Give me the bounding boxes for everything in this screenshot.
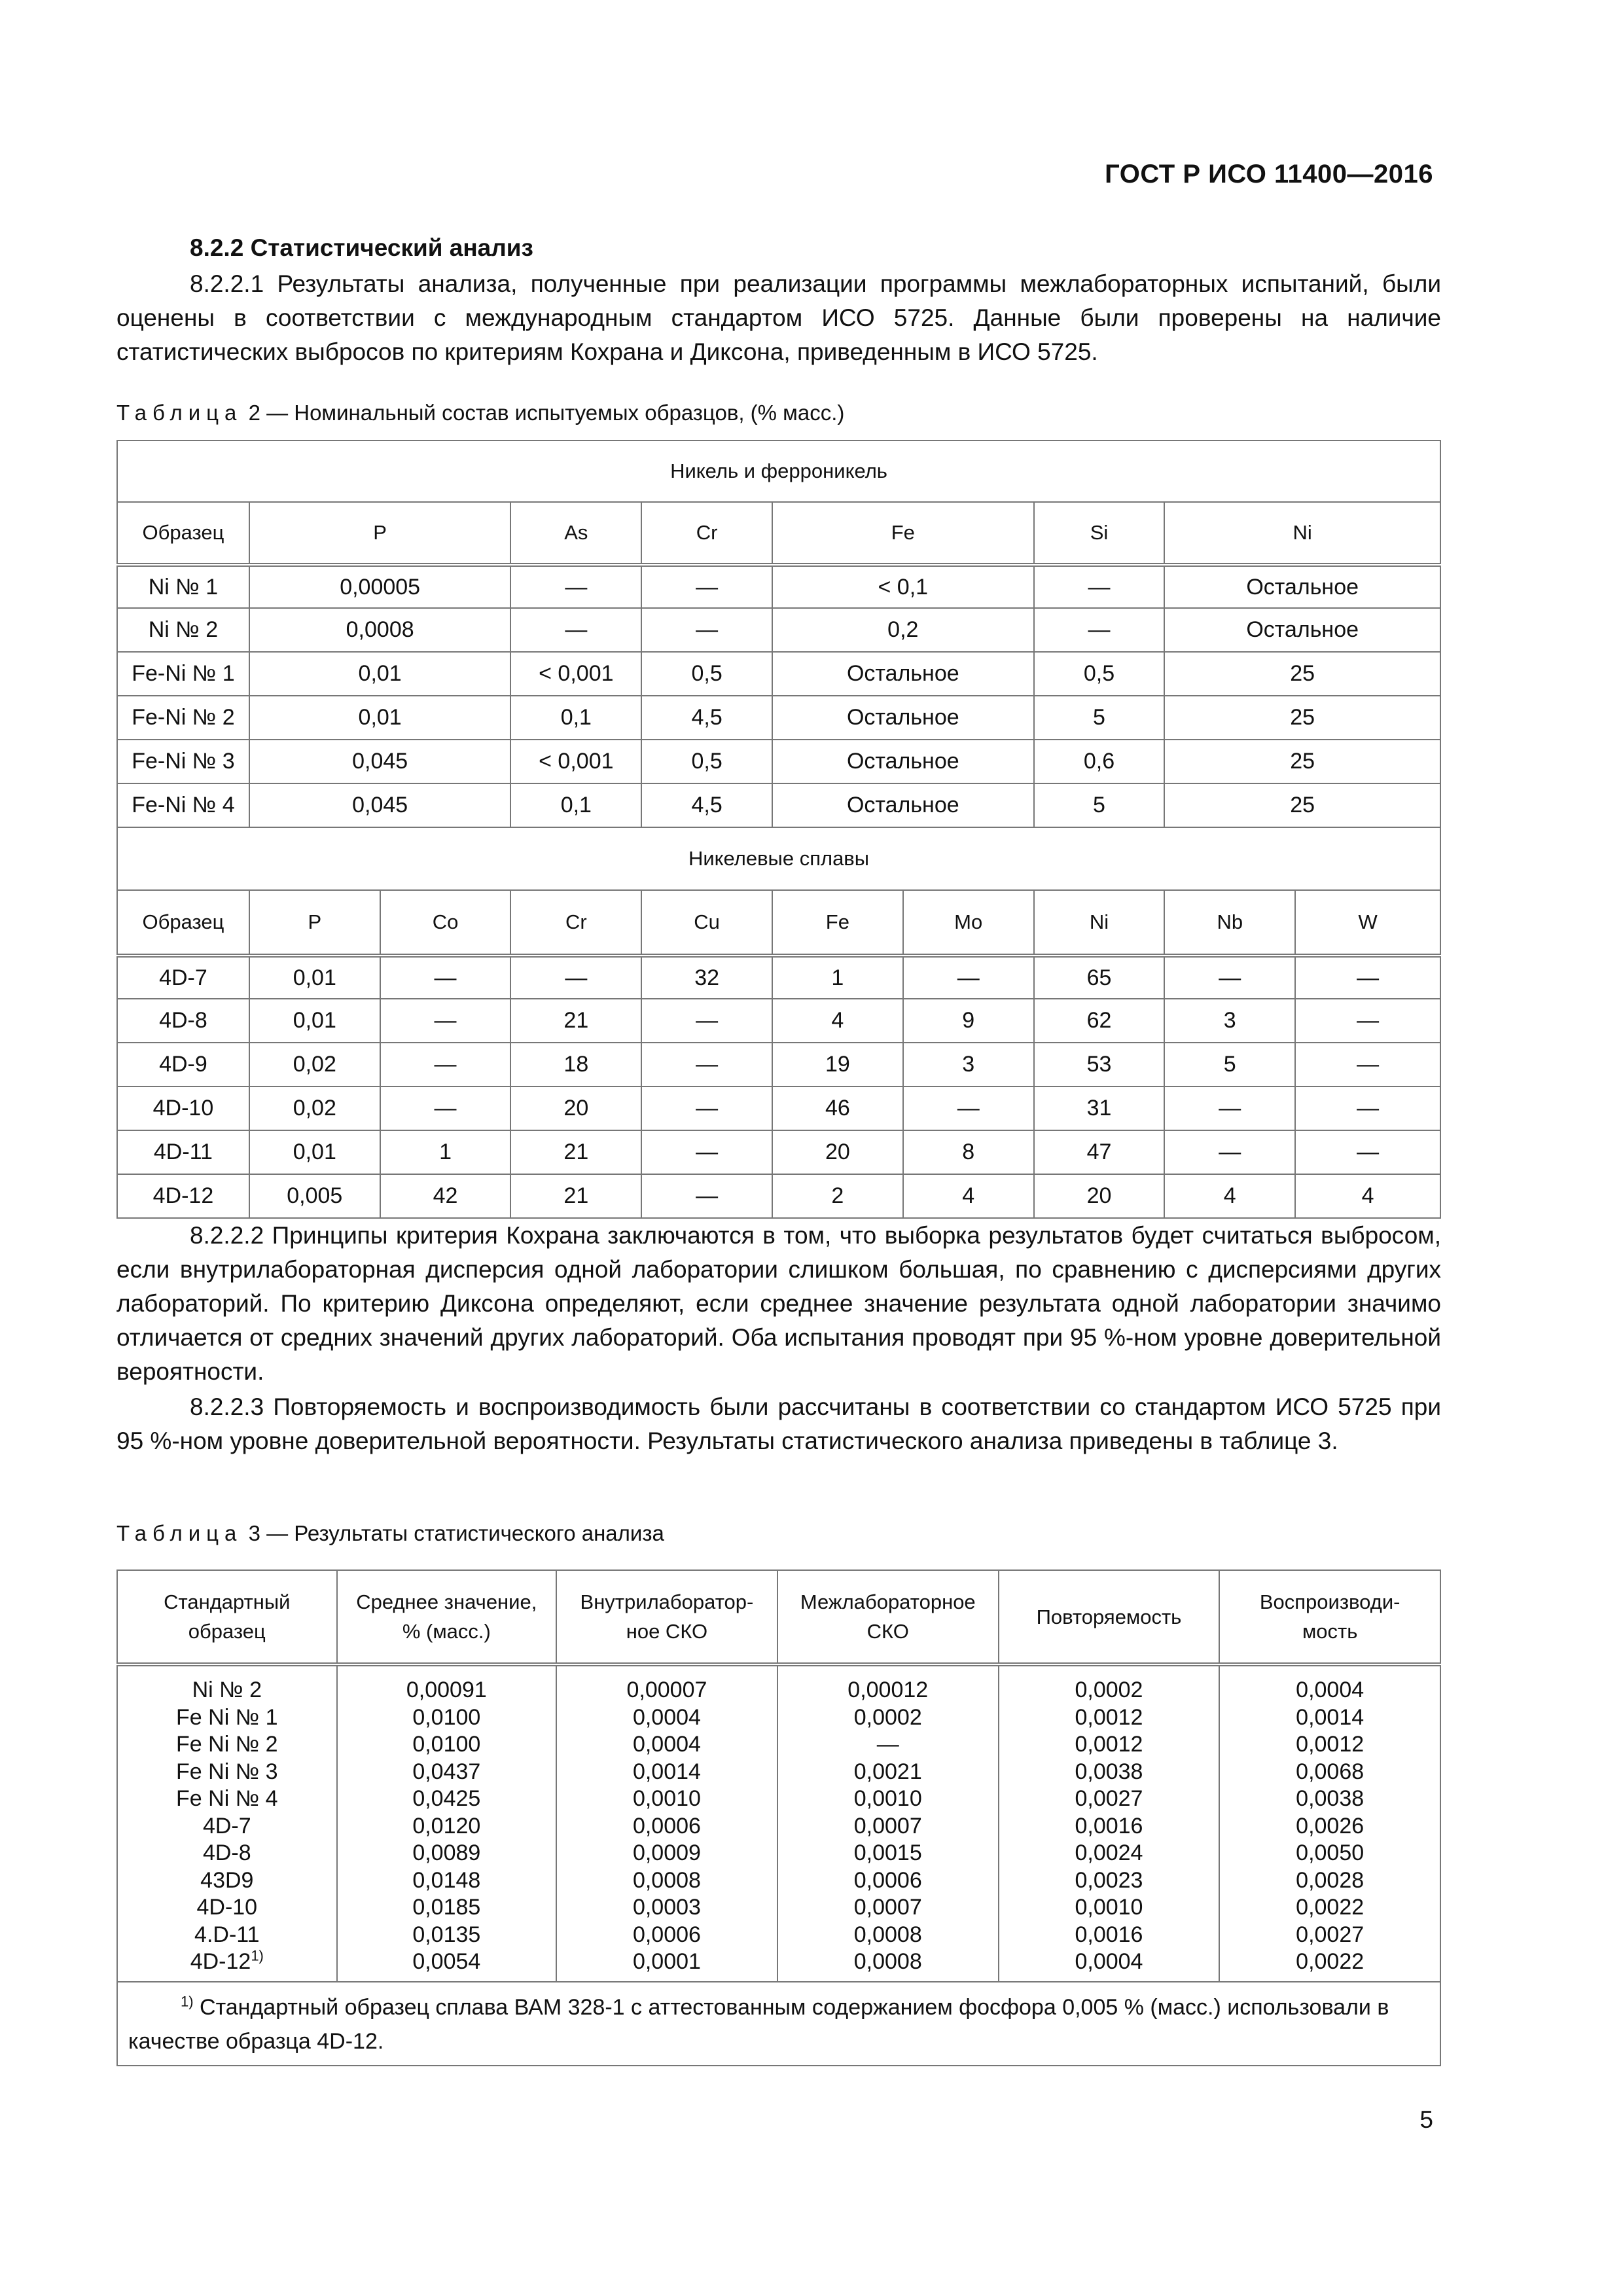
table-cell: — <box>1295 1086 1440 1130</box>
table-3-caption-text: 3 — Результаты статистического анализа <box>248 1521 664 1545</box>
paragraph-8-2-2-1: 8.2.2.1 Результаты анализа, полученные при реализации программы межлабораторных испытаний, были оценены в соответствии с международным стандартом ИСО 5725. Данные были проверены на наличие статистических выбросов по критериям Кохрана и Диксона, приведенным в ИСО 5725. <box>116 270 1441 365</box>
table-3-body-row <box>117 1664 1440 1982</box>
table-cell: 0,0004 <box>1296 1677 1364 1702</box>
table-cell: 46 <box>772 1086 903 1130</box>
table-cell: Fe-Ni № 1 <box>117 652 249 696</box>
table-2-caption-label: Таблица <box>116 401 243 425</box>
table-cell: — <box>876 1732 899 1757</box>
table-cell: 0,5 <box>641 740 772 783</box>
table-2-group2-header: P <box>249 890 380 956</box>
table-3-header-line: Повторяемость <box>1036 1605 1182 1628</box>
table-cell: 4D-12 <box>190 1949 251 1974</box>
table-cell: 0,01 <box>249 652 511 696</box>
table-cell: 0,00012 <box>847 1677 929 1702</box>
table-cell: Ni № 2 <box>117 608 249 652</box>
table-2-group2-header-row <box>117 890 1440 956</box>
table-cell: 4 <box>1295 1174 1440 1218</box>
table-cell: 0,0012 <box>1075 1704 1143 1730</box>
table-cell: 4D-7 <box>202 1813 251 1839</box>
table-cell: 0,005 <box>249 1174 380 1218</box>
table-cell: 0,00091 <box>406 1677 487 1702</box>
table-cell: 0,0008 <box>853 1949 922 1974</box>
table-cell: 0,045 <box>249 783 511 827</box>
table-cell: 0,2 <box>772 608 1034 652</box>
table-cell: 4,5 <box>641 783 772 827</box>
table-cell: 0,0437 <box>412 1759 481 1784</box>
table-cell: — <box>641 1174 772 1218</box>
table-cell: 43D9 <box>200 1867 254 1893</box>
table-cell: 0,00007 <box>626 1677 707 1702</box>
table-3-col-repeatability <box>999 1664 1220 1982</box>
table-cell: 0,0050 <box>1296 1840 1364 1865</box>
table-cell: 32 <box>641 956 772 999</box>
table-cell: 21 <box>510 1130 641 1174</box>
table-cell: 0,0016 <box>1075 1922 1143 1947</box>
table-3-header-line: ное СКО <box>626 1620 708 1643</box>
table-3-statistics <box>116 1570 1441 2066</box>
table-2-group1-header: Образец <box>117 502 249 565</box>
table-cell: 0,0425 <box>412 1786 481 1811</box>
table-cell: — <box>380 1086 511 1130</box>
table-cell: 0,0004 <box>1075 1949 1143 1974</box>
table-cell: 65 <box>1034 956 1165 999</box>
paragraph-8-2-2-2: 8.2.2.2 Принципы критерия Кохрана заключаются в том, что выборка результатов будет считаться выбросом, если внутрилабораторная дисперсия одной лаборатории слишком большая, по сравнению с дисперсиями других лабораторий. По критерию Диксона определяют, если среднее значение результата одной лаборатории значимо отличается от средних значений других лабораторий. Оба испытания проводят при 95 %-ном уровне доверительной вероятности. <box>116 1222 1441 1385</box>
table-3-col-reproducibility <box>1219 1664 1440 1982</box>
document-standard-id: ГОСТ Р ИСО 11400—2016 <box>1105 160 1433 188</box>
table-cell-with-note <box>118 1948 336 1976</box>
table-3-header-mean <box>337 1570 556 1664</box>
table-cell: 4D-11 <box>117 1130 249 1174</box>
table-cell: — <box>1164 956 1295 999</box>
table-row <box>117 1086 1440 1130</box>
table-cell: 0,5 <box>641 652 772 696</box>
table-2-group2-title-row <box>117 827 1440 890</box>
table-row <box>117 783 1440 827</box>
table-cell: 0,5 <box>1034 652 1165 696</box>
table-cell: — <box>641 608 772 652</box>
table-cell: 0,00005 <box>249 565 511 608</box>
table-cell: 0,0027 <box>1296 1922 1364 1947</box>
table-cell: 47 <box>1034 1130 1165 1174</box>
table-cell: 0,02 <box>249 1086 380 1130</box>
table-cell: 0,0023 <box>1075 1867 1143 1893</box>
table-cell: 0,0021 <box>853 1759 922 1784</box>
table-cell: 62 <box>1034 999 1165 1043</box>
table-cell: < 0,001 <box>510 740 641 783</box>
table-cell: < 0,1 <box>772 565 1034 608</box>
table-2-group1-title-row <box>117 440 1440 502</box>
table-cell: 2 <box>772 1174 903 1218</box>
table-cell: 0,0015 <box>853 1840 922 1865</box>
table-cell: 0,0004 <box>632 1704 701 1730</box>
table-cell: Fe-Ni № 3 <box>117 740 249 783</box>
table-3-header-intra-sd <box>556 1570 777 1664</box>
table-2-group1-title: Никель и ферроникель <box>117 440 1440 502</box>
table-cell: 0,0100 <box>412 1732 481 1757</box>
table-cell: 0,0008 <box>249 608 511 652</box>
table-cell: 53 <box>1034 1043 1165 1086</box>
table-cell: 0,0012 <box>1296 1732 1364 1757</box>
table-cell: 0,0038 <box>1075 1759 1143 1784</box>
table-cell: 20 <box>772 1130 903 1174</box>
table-2-group2-header: Ni <box>1034 890 1165 956</box>
table-2-group2-header: Cr <box>510 890 641 956</box>
table-cell: — <box>641 1086 772 1130</box>
table-cell: 0,0024 <box>1075 1840 1143 1865</box>
table-cell: 4,5 <box>641 696 772 740</box>
table-3-header-line: Среднее значение, <box>356 1590 537 1613</box>
table-cell: Остальное <box>1164 565 1440 608</box>
table-cell: 0,0022 <box>1296 1949 1364 1974</box>
table-cell: 25 <box>1164 783 1440 827</box>
table-cell: — <box>380 956 511 999</box>
table-cell: 25 <box>1164 652 1440 696</box>
table-cell: 4D-10 <box>117 1086 249 1130</box>
table-cell: — <box>903 1086 1034 1130</box>
table-cell: — <box>1034 565 1165 608</box>
table-cell: 0,01 <box>249 999 380 1043</box>
table-cell: Fe-Ni № 2 <box>117 696 249 740</box>
table-cell: 5 <box>1164 1043 1295 1086</box>
table-cell: 0,0012 <box>1075 1732 1143 1757</box>
table-cell: 0,01 <box>249 956 380 999</box>
table-cell: 4D-9 <box>117 1043 249 1086</box>
table-cell: 18 <box>510 1043 641 1086</box>
table-2-group1-header: Cr <box>641 502 772 565</box>
table-3-header-line: СКО <box>866 1620 909 1643</box>
table-3-footnote-text: Стандартный образец сплава ВАМ 328-1 с аттестованным содержанием фосфора 0,005 % (масс.) использовали в качестве образца 4D-12. <box>128 1994 1389 2054</box>
table-cell: 0,0022 <box>1296 1895 1364 1920</box>
table-cell: — <box>1034 608 1165 652</box>
table-cell: — <box>1295 956 1440 999</box>
table-cell: — <box>641 1130 772 1174</box>
table-cell: — <box>1295 1043 1440 1086</box>
table-cell: — <box>510 565 641 608</box>
table-3-col-samples <box>117 1664 337 1982</box>
table-cell: 0,0008 <box>853 1922 922 1947</box>
table-row <box>117 696 1440 740</box>
table-3-header-line: Воспроизводи- <box>1259 1590 1400 1613</box>
table-cell: 3 <box>903 1043 1034 1086</box>
table-3-header-reproducibility <box>1219 1570 1440 1664</box>
table-cell: 25 <box>1164 696 1440 740</box>
table-2-group1-header: Si <box>1034 502 1165 565</box>
table-cell: 4 <box>903 1174 1034 1218</box>
table-cell: 0,0068 <box>1296 1759 1364 1784</box>
table-3-header-line: Внутрилаборатор- <box>580 1590 754 1613</box>
table-cell: 0,0027 <box>1075 1786 1143 1811</box>
table-cell: 21 <box>510 999 641 1043</box>
table-2-group2-header: Nb <box>1164 890 1295 956</box>
footnote-mark: 1) <box>251 1947 264 1964</box>
table-3-header-repeatability <box>999 1570 1220 1664</box>
table-cell: — <box>1164 1086 1295 1130</box>
table-3-header-line: Стандартный <box>164 1590 291 1613</box>
table-row <box>117 1043 1440 1086</box>
table-cell: 0,0014 <box>632 1759 701 1784</box>
table-cell: — <box>1295 1130 1440 1174</box>
table-cell: 21 <box>510 1174 641 1218</box>
table-cell: Остальное <box>772 783 1034 827</box>
table-cell: 0,01 <box>249 1130 380 1174</box>
table-row <box>117 608 1440 652</box>
table-2-caption-text: 2 — Номинальный состав испытуемых образцов, (% масс.) <box>248 401 845 425</box>
table-3-col-inter-sd <box>777 1664 999 1982</box>
table-3-caption <box>116 1521 664 1546</box>
table-cell: 0,0006 <box>632 1813 701 1839</box>
table-cell: 0,0002 <box>1075 1677 1143 1702</box>
table-cell: 0,045 <box>249 740 511 783</box>
table-cell: 4D-12 <box>117 1174 249 1218</box>
table-cell: 0,0001 <box>632 1949 701 1974</box>
table-2-group2-header: W <box>1295 890 1440 956</box>
table-cell: 0,0004 <box>632 1732 701 1757</box>
table-cell: Fe Ni № 3 <box>176 1759 278 1784</box>
table-cell: — <box>380 999 511 1043</box>
table-2-group2-title: Никелевые сплавы <box>117 827 1440 890</box>
table-cell: 4.D-11 <box>194 1922 260 1947</box>
table-3-header-line: % (масс.) <box>402 1620 491 1643</box>
table-row <box>117 565 1440 608</box>
table-3-header-line: образец <box>188 1620 266 1643</box>
table-cell: 0,0009 <box>632 1840 701 1865</box>
table-cell: 0,0002 <box>853 1704 922 1730</box>
table-cell: 0,0089 <box>412 1840 481 1865</box>
table-cell: — <box>1295 999 1440 1043</box>
table-cell: 0,0007 <box>853 1813 922 1839</box>
table-cell: 1 <box>380 1130 511 1174</box>
table-cell: Остальное <box>772 740 1034 783</box>
table-2-caption <box>116 401 844 425</box>
table-2-group2-header: Fe <box>772 890 903 956</box>
table-cell: 19 <box>772 1043 903 1086</box>
table-cell: Fe Ni № 1 <box>176 1704 278 1730</box>
table-2-composition <box>116 440 1441 1219</box>
table-3-header-line: мость <box>1302 1620 1358 1643</box>
table-cell: 0,0008 <box>632 1867 701 1893</box>
table-cell: 0,0148 <box>412 1867 481 1893</box>
table-cell: 25 <box>1164 740 1440 783</box>
table-3-col-mean <box>337 1664 556 1982</box>
table-2-group2-header: Mo <box>903 890 1034 956</box>
footnote-mark: 1) <box>181 1993 194 2010</box>
table-cell: — <box>510 956 641 999</box>
table-cell: 0,0006 <box>853 1867 922 1893</box>
table-row <box>117 999 1440 1043</box>
table-cell: — <box>510 608 641 652</box>
table-cell: Остальное <box>1164 608 1440 652</box>
table-cell: — <box>641 999 772 1043</box>
table-cell: 20 <box>1034 1174 1165 1218</box>
table-cell: 0,0100 <box>412 1704 481 1730</box>
table-cell: 1 <box>772 956 903 999</box>
table-3-footnote-row <box>117 1982 1440 2066</box>
table-3-header-sample <box>117 1570 337 1664</box>
table-cell: 0,0003 <box>632 1895 701 1920</box>
table-cell: Остальное <box>772 652 1034 696</box>
table-cell: — <box>641 1043 772 1086</box>
table-2-group1-header: As <box>510 502 641 565</box>
table-cell: 0,0010 <box>1075 1895 1143 1920</box>
table-cell: 4D-7 <box>117 956 249 999</box>
table-cell: 0,0038 <box>1296 1786 1364 1811</box>
table-cell: 0,0028 <box>1296 1867 1364 1893</box>
table-3-footnote <box>117 1982 1440 2066</box>
section-title: 8.2.2 Статистический анализ <box>190 234 533 261</box>
table-cell: 5 <box>1034 783 1165 827</box>
table-cell: 0,0007 <box>853 1895 922 1920</box>
table-cell: Fe Ni № 2 <box>176 1732 278 1757</box>
table-2-group2-header: Co <box>380 890 511 956</box>
page-number: 5 <box>1419 2106 1433 2133</box>
table-2-group2-header: Образец <box>117 890 249 956</box>
table-cell: 0,0185 <box>412 1895 481 1920</box>
table-cell: 0,1 <box>510 696 641 740</box>
table-2-group1-header: P <box>249 502 511 565</box>
table-cell: Остальное <box>772 696 1034 740</box>
table-cell: — <box>641 565 772 608</box>
table-row <box>117 1174 1440 1218</box>
table-cell: 0,0016 <box>1075 1813 1143 1839</box>
table-cell: 0,0135 <box>412 1922 481 1947</box>
table-cell: 0,01 <box>249 696 511 740</box>
table-row <box>117 1130 1440 1174</box>
table-cell: 0,1 <box>510 783 641 827</box>
table-cell: 0,0010 <box>853 1786 922 1811</box>
table-cell: 0,02 <box>249 1043 380 1086</box>
table-cell: 4D-8 <box>117 999 249 1043</box>
table-3-header-inter-sd <box>777 1570 999 1664</box>
table-2-group1-header: Fe <box>772 502 1034 565</box>
table-cell: 0,0014 <box>1296 1704 1364 1730</box>
table-cell: — <box>903 956 1034 999</box>
table-cell: 4D-10 <box>196 1895 258 1920</box>
table-cell: 0,0010 <box>632 1786 701 1811</box>
table-cell: 0,6 <box>1034 740 1165 783</box>
table-cell: — <box>1164 1130 1295 1174</box>
table-row <box>117 956 1440 999</box>
table-cell: Ni № 1 <box>117 565 249 608</box>
table-2-group1-header: Ni <box>1164 502 1440 565</box>
table-row <box>117 740 1440 783</box>
table-2-group1-header-row <box>117 502 1440 565</box>
table-cell: 0,0006 <box>632 1922 701 1947</box>
table-cell: — <box>380 1043 511 1086</box>
table-cell: 5 <box>1034 696 1165 740</box>
table-cell: 9 <box>903 999 1034 1043</box>
table-cell: 42 <box>380 1174 511 1218</box>
table-cell: 0,0120 <box>412 1813 481 1839</box>
table-cell: Fe Ni № 4 <box>176 1786 278 1811</box>
table-cell: < 0,001 <box>510 652 641 696</box>
table-cell: 8 <box>903 1130 1034 1174</box>
table-cell: 4 <box>772 999 903 1043</box>
table-3-col-intra-sd <box>556 1664 777 1982</box>
table-3-caption-label: Таблица <box>116 1521 243 1545</box>
table-cell: Fe-Ni № 4 <box>117 783 249 827</box>
table-3-header-line: Межлабораторное <box>800 1590 976 1613</box>
table-cell: 3 <box>1164 999 1295 1043</box>
table-cell: 31 <box>1034 1086 1165 1130</box>
table-cell: Ni № 2 <box>192 1677 262 1702</box>
table-cell: 0,0026 <box>1296 1813 1364 1839</box>
table-cell: 4D-8 <box>202 1840 251 1865</box>
table-cell: 0,0054 <box>412 1949 481 1974</box>
table-cell: 4 <box>1164 1174 1295 1218</box>
paragraph-8-2-2-3: 8.2.2.3 Повторяемость и воспроизводимость были рассчитаны в соответствии со стандартом ИСО 5725 при 95 %-ном уровне доверительной вероятности. Результаты статистического анализа приведены в таблице 3. <box>116 1393 1441 1454</box>
table-cell: 20 <box>510 1086 641 1130</box>
table-2-group2-header: Cu <box>641 890 772 956</box>
table-3-header-row <box>117 1570 1440 1664</box>
table-row <box>117 652 1440 696</box>
